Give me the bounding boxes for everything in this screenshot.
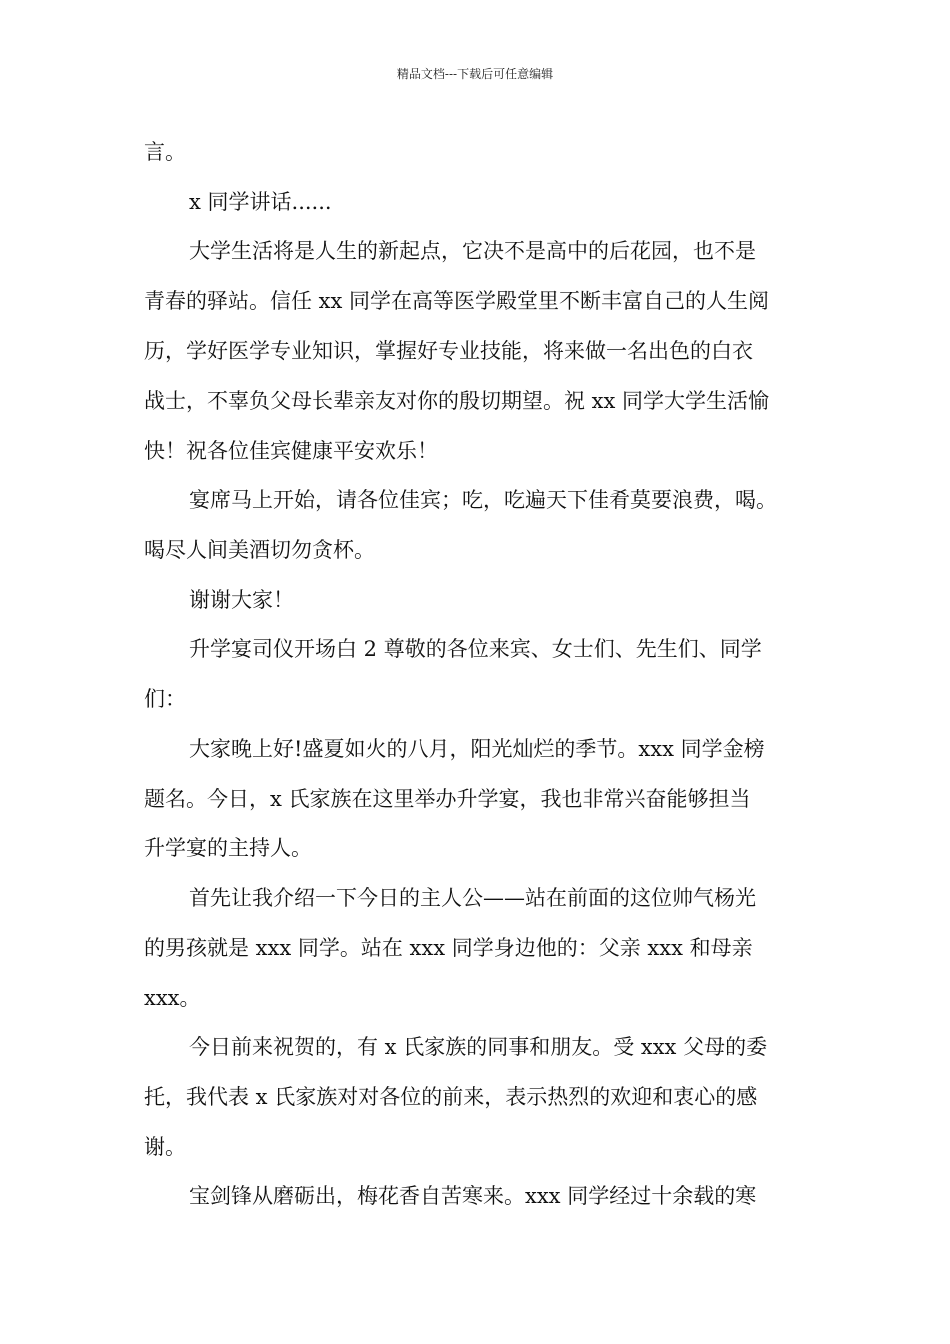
page-header: 精品文档---下载后可任意编辑 [396, 67, 554, 81]
paragraph-line: 喝尽人间美酒切勿贪杯。 [144, 538, 375, 562]
paragraph-line: 言。 [144, 140, 186, 164]
paragraph-line: 题名。今日，x 氏家族在这里举办升学宴，我也非常兴奋能够担当 [144, 787, 751, 811]
paragraph-line: 青春的驿站。信任 xx 同学在高等医学殿堂里不断丰富自己的人生阅 [144, 289, 770, 313]
paragraph-line: 升学宴的主持人。 [144, 836, 312, 860]
paragraph-line: 历，学好医学专业知识，掌握好专业技能，将来做一名出色的白衣 [144, 339, 753, 363]
paragraph-line: 升学宴司仪开场白 2 尊敬的各位来宾、女士们、先生们、同学 [189, 637, 762, 661]
paragraph-line: 谢谢大家！ [189, 588, 294, 612]
paragraph-line: 托，我代表 x 氏家族对对各位的前来，表示热烈的欢迎和衷心的感 [144, 1085, 758, 1109]
paragraph-line: x 同学讲话...... [189, 190, 332, 214]
paragraph-line: 快！祝各位佳宾健康平安欢乐！ [144, 439, 438, 463]
paragraph-line: 大学生活将是人生的新起点，它决不是高中的后花园，也不是 [189, 239, 756, 263]
paragraph-line: 战士，不辜负父母长辈亲友对你的殷切期望。祝 xx 同学大学生活愉 [144, 389, 770, 413]
paragraph-line: 谢。 [144, 1135, 186, 1159]
paragraph-line: 首先让我介绍一下今日的主人公——站在前面的这位帅气杨光 [189, 886, 756, 910]
paragraph-line: 们： [144, 687, 186, 711]
paragraph-line: 大家晚上好!盛夏如火的八月，阳光灿烂的季节。xxx 同学金榜 [189, 737, 765, 761]
paragraph-line: 宝剑锋从磨砺出，梅花香自苦寒来。xxx 同学经过十余载的寒 [189, 1184, 757, 1208]
paragraph-line: xxx。 [144, 986, 201, 1010]
paragraph-line: 宴席马上开始，请各位佳宾；吃，吃遍天下佳肴莫要浪费，喝。 [189, 488, 777, 512]
paragraph-line: 今日前来祝贺的，有 x 氏家族的同事和朋友。受 xxx 父母的委 [189, 1035, 768, 1059]
paragraph-line: 的男孩就是 xxx 同学。站在 xxx 同学身边他的：父亲 xxx 和母亲 [144, 936, 753, 960]
